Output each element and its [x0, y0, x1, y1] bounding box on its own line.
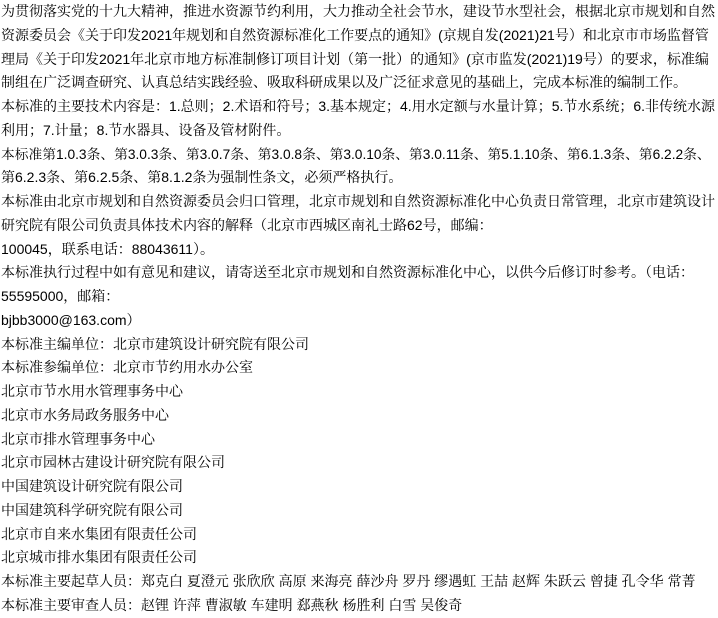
management-paragraph — [1, 190, 715, 261]
participating-unit-item: 北京市园林古建设计研究院有限公司 — [1, 454, 225, 471]
feedback-line: 本标准执行过程中如有意见和建议，请寄送至北京市规划和自然资源标准化中心，以供今后修订时参考。（电话： — [1, 264, 694, 281]
reviewers-line: 本标准主要审查人员：赵锂 许萍 曹淑敏 车建明 郄燕秋 杨胜利 白雪 吴俊奇 — [1, 596, 463, 613]
feedback-phone-line: 55595000，邮箱： — [1, 288, 120, 304]
intro-paragraph — [1, 0, 715, 95]
chief-editor-unit — [1, 333, 715, 357]
participating-units-list — [1, 356, 715, 570]
participating-unit-item: 本标准参编单位：北京市节约用水办公室 — [1, 359, 253, 376]
technical-contents-line: 利用；7.计量；8.节水器具、设备及管材附件。 — [1, 121, 291, 138]
intro-line: 为贯彻落实党的十九大精神，推进水资源节约利用，大力推动全社会节水，建设节水型社会，根据北京市规划和自然 — [1, 3, 715, 19]
mandatory-clauses-line: 本标准第1.0.3条、第3.0.3条、第3.0.7条、第3.0.8条、第3.0.10条、第3.0.11条、第5.1.10条、第6.1.3条、第6.2.2条、 — [1, 146, 711, 162]
management-line: 100045，联系电话：88043611）。 — [1, 240, 214, 257]
drafters-line: 本标准主要起草人员：郑克白 夏澄元 张欣欣 高原 来海亮 薛沙舟 罗丹 缪遇虹 王喆 赵辉 朱跃云 曾捷 孔令华 常菁 — [1, 573, 696, 589]
intro-line: 理局《关于印发2021年北京市地方标准制修订项目计划（第一批）的通知》(京市监发(2021)19号）的要求，标准编 — [1, 50, 709, 67]
drafters — [1, 570, 715, 594]
feedback-paragraph — [1, 261, 715, 332]
chief-editor-unit-line: 本标准主编单位：北京市建筑设计研究院有限公司 — [1, 335, 309, 352]
participating-unit-item: 北京市节水用水管理事务中心 — [1, 383, 183, 399]
management-line: 研究院有限公司负责具体技术内容的解释（北京市西城区南礼士路62号，邮编： — [1, 216, 493, 233]
technical-contents-line: 本标准的主要技术内容是：1.总则；2.术语和符号；3.基本规定；4.用水定额与水量计算；5.节水系统；6.非传统水源 — [1, 98, 715, 114]
reviewers — [1, 594, 715, 618]
participating-unit-item: 北京市排水管理事务中心 — [1, 430, 155, 447]
participating-unit-item: 北京城市排水集团有限责任公司 — [1, 549, 197, 566]
mandatory-clauses-line: 第6.2.3条、第6.2.5条、第8.1.2条为强制性条文，必须严格执行。 — [1, 169, 403, 186]
feedback-email-line: bjbb3000@163.com） — [1, 311, 141, 328]
intro-line: 制组在广泛调查研究、认真总结实践经验、吸取科研成果以及广泛征求意见的基础上，完成本标准的编制工作。 — [1, 74, 687, 91]
participating-unit-item: 中国建筑科学研究院有限公司 — [1, 501, 183, 518]
participating-unit-item: 北京市水务局政务服务中心 — [1, 406, 169, 423]
management-line: 本标准由北京市规划和自然资源委员会归口管理，北京市规划和自然资源标准化中心负责日常管理，北京市建筑设计 — [1, 193, 715, 209]
technical-contents-paragraph — [1, 95, 715, 143]
intro-line: 资源委员会《关于印发2021年规划和自然资源标准化工作要点的通知》(京规自发(2021)21号）和北京市市场监督管 — [1, 26, 709, 43]
participating-unit-item: 中国建筑设计研究院有限公司 — [1, 478, 183, 494]
mandatory-clauses-paragraph — [1, 143, 715, 191]
participating-unit-item: 北京市自来水集团有限责任公司 — [1, 525, 197, 542]
